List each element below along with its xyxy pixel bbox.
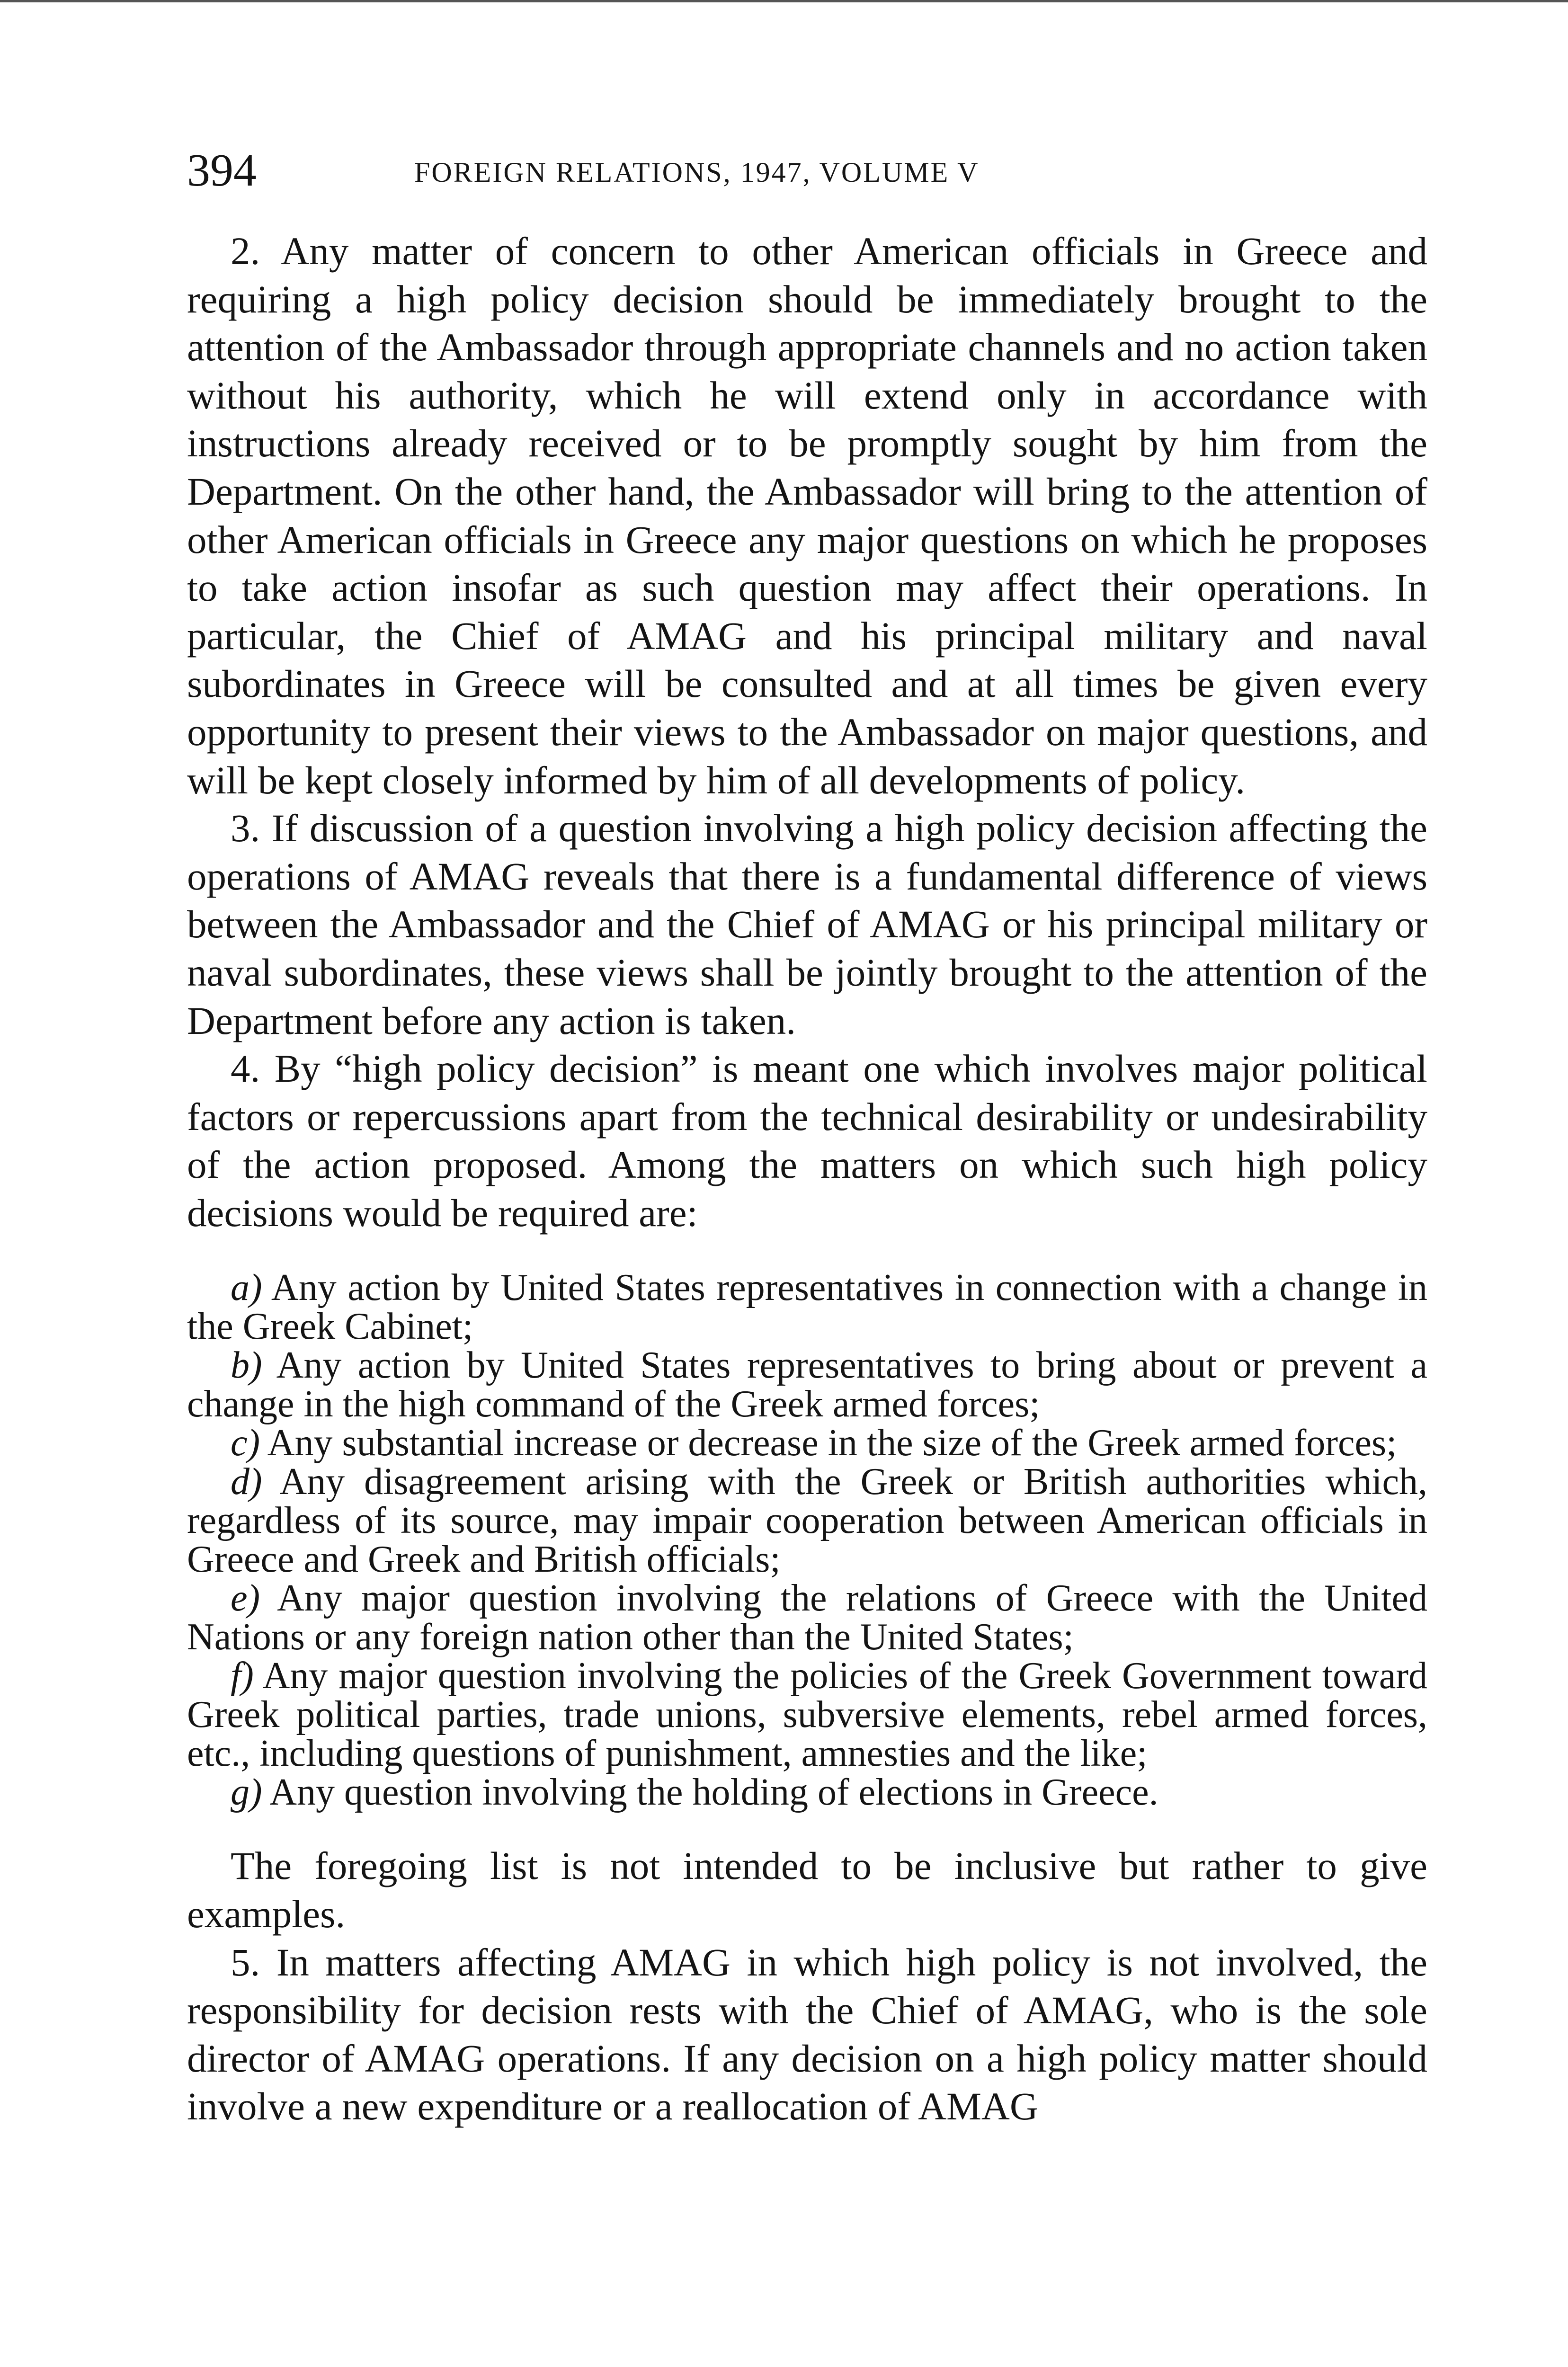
- list-marker: c): [231, 1422, 260, 1464]
- list-item-e: [187, 1579, 1427, 1656]
- paragraph-5: 5. In matters affecting AMAG in which high policy is not involved, the responsibility for decision rests with the Chief of AMAG, who is the sole director of AMAG operations. If any decision on a high policy matter should involve a new expenditure or a reallocation of AMAG: [187, 1940, 1427, 2128]
- top-edge-rule: [0, 0, 1568, 2]
- list-marker: a): [231, 1267, 262, 1309]
- high-policy-matters-list: [187, 1268, 1427, 1812]
- list-item-text: Any substantial increase or decrease in the size of the Greek armed forces;: [267, 1422, 1397, 1464]
- list-item-text: Any major question involving the relations of Greece with the United Nations or any foreign nation other than the United States;: [187, 1577, 1427, 1658]
- paragraph-3: 3. If discussion of a question involving a high policy decision affecting the operations of AMAG reveals that there is a fundamental difference of views between the Ambassador and the Chief of AMAG or his principal military or naval subordinates, these views shall be jointly brought to the attention of the Department before any action is taken.: [187, 806, 1427, 1042]
- list-item-text: Any action by United States representatives in connection with a change in the Greek Cabinet;: [187, 1267, 1427, 1348]
- list-item-b: [187, 1346, 1427, 1424]
- list-marker: f): [231, 1655, 254, 1697]
- list-item-a: [187, 1268, 1427, 1346]
- list-marker: e): [231, 1577, 260, 1620]
- page-body: [187, 227, 1427, 2131]
- list-marker: b): [231, 1344, 262, 1387]
- list-marker: g): [231, 1771, 262, 1814]
- paragraph-foregoing-list-note: The foregoing list is not intended to be inclusive but rather to give examples.: [187, 1844, 1427, 1936]
- list-item-text: Any action by United States representatives to bring about or prevent a change in the high command of the Greek armed forces;: [187, 1344, 1427, 1425]
- list-item-text: Any disagreement arising with the Greek or British authorities which, regardless of its source, may impair cooperation between American officials in Greece and Greek and British officials;: [187, 1461, 1427, 1581]
- list-item-c: [187, 1424, 1427, 1462]
- list-item-g: [187, 1773, 1427, 1812]
- paragraph-4: 4. By “high policy decision” is meant one which involves major political factors or repercussions apart from the technical desirability or undesirability of the action proposed. Among the matters on which such high policy decisions would be required are:: [187, 1047, 1427, 1235]
- running-head: FOREIGN RELATIONS, 1947, VOLUME V: [414, 157, 980, 188]
- list-item-text: Any question involving the holding of elections in Greece.: [269, 1771, 1158, 1814]
- list-item-f: [187, 1656, 1427, 1773]
- page-header: [187, 144, 1432, 196]
- paragraph-2: 2. Any matter of concern to other American officials in Greece and requiring a high policy decision should be immediately brought to the attention of the Ambassador through appropriate channels and no action taken without his authority, which he will extend only in accordance with instructions already received or to be promptly sought by him from the Department. On the other hand, the Ambassador will bring to the attention of other American officials in Greece any major questions on which he proposes to take action insofar as such question may affect their operations. In particular, the Chief of AMAG and his principal military and naval subordinates in Greece will be consulted and at all times be given every opportunity to present their views to the Ambassador on major questions, and will be kept closely informed by him of all developments of policy.: [187, 229, 1427, 802]
- list-item-text: Any major question involving the policies of the Greek Government toward Greek political parties, trade unions, subversive elements, rebel armed forces, etc., including questions of punishment, amnesties and the like;: [187, 1655, 1428, 1775]
- list-marker: d): [231, 1461, 262, 1503]
- list-item-d: [187, 1462, 1427, 1579]
- page-number: 394: [187, 145, 257, 196]
